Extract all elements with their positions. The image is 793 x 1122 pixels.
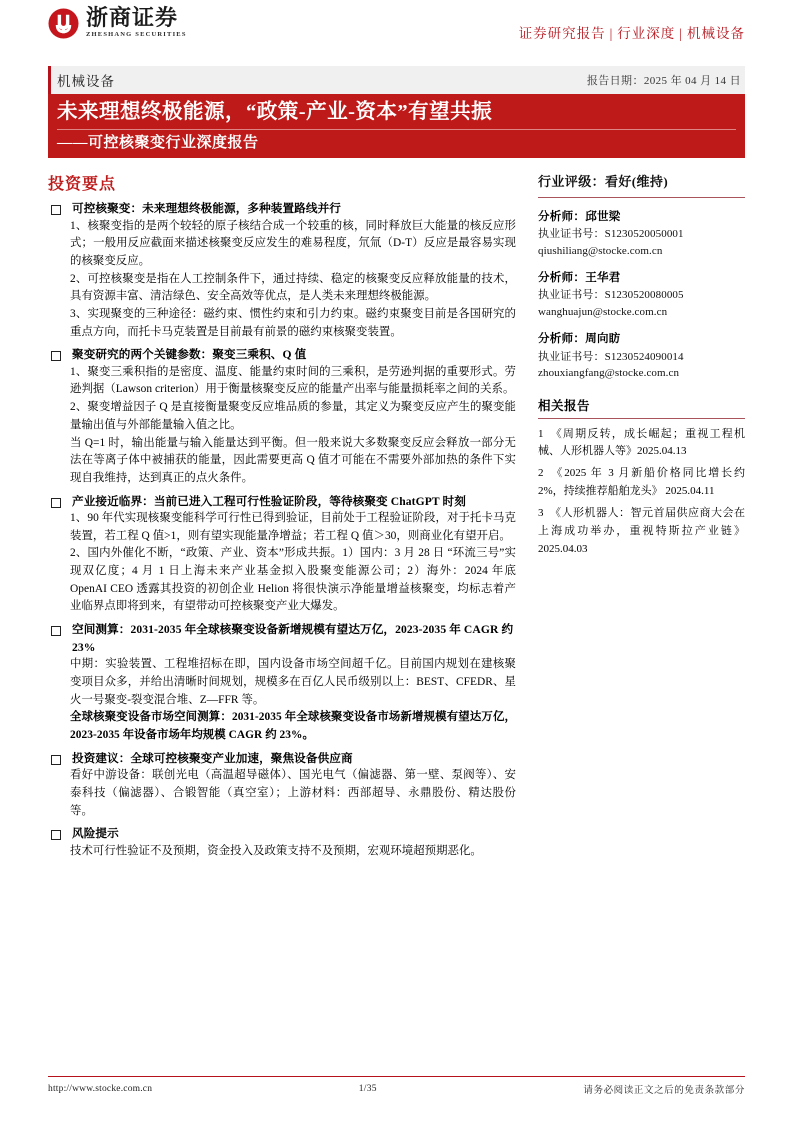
page-number: 1/35 [358, 1084, 377, 1094]
analyst-email[interactable]: zhouxiangfang@stocke.com.cn [538, 367, 680, 380]
analyst-email[interactable]: qiushiliang@stocke.com.cn [538, 244, 663, 257]
footer-url[interactable]: http://www.stocke.com.cn [48, 1084, 153, 1094]
bullet-heading: 投资建议：全球可控核聚变产业加速，聚焦设备供应商 [72, 751, 353, 765]
bullet-paragraph: 中期：实验装置、工程堆招标在即，国内设备市场空间超千亿。目前国内规划在建核聚变项目众多，并给出清晰时间规划，规模多在百亿人民币级别以上：BEST、CFEDR、星火一号聚变-裂变混合堆、Z—FFR 等。 [70, 658, 516, 706]
analyst-name: 分析师：邱世梁 [538, 210, 621, 223]
main-column [48, 171, 516, 862]
rating-divider [538, 197, 745, 198]
header-category: 证券研究报告 [518, 26, 606, 41]
related-report-text: 《人形机器人：智元首届供应商大会在上海成功举办，重视特斯拉产业链》 2025.04.03 [538, 506, 745, 555]
footer-row [48, 1082, 745, 1096]
analyst-card [538, 331, 745, 381]
bullet-heading: 产业接近临界：当前已进入工程可行性验证阶段，等待核聚变 ChatGPT 时刻 [72, 494, 466, 508]
bullet-square-icon [51, 351, 61, 361]
related-report-text: 《周期反转，成长崛起；重视工程机械、人形机器人等》2025.04.13 [538, 427, 745, 458]
bullet-paragraph: 2、聚变增益因子 Q 是直接衡量聚变反应堆品质的参量，其定义为聚变反应产生的聚变能量输出值与外部能量输入值之比。 [70, 401, 516, 431]
bullet-heading: 风险提示 [72, 827, 119, 841]
industry-rating: 行业评级：看好(维持) [538, 173, 669, 189]
related-reports-divider [538, 418, 745, 419]
header-separator-1: | [609, 26, 614, 41]
related-report-index: 3 [538, 506, 544, 519]
bullet-square-icon [51, 498, 61, 508]
header-sector: 机械设备 [687, 26, 745, 41]
related-reports-heading: 相关报告 [538, 398, 591, 413]
page-footer [48, 1076, 745, 1096]
brand-logo [48, 8, 187, 39]
page-title: 未来理想终极能源，“政策-产业-资本”有望共振 [57, 101, 493, 123]
bullet-paragraph: 2、可控核聚变是指在人工控制条件下，通过持续、稳定的核聚变反应释放能量的技术，具有资源丰富、清洁绿色、安全高效等优点，是人类未来理想终极能源。 [70, 272, 516, 303]
header-breadcrumb [519, 8, 745, 42]
bullet-heading-row [48, 346, 516, 364]
brand-name-cn: 浙商证券 [86, 6, 179, 32]
bullet-group [48, 750, 516, 821]
analyst-name: 分析师：周向眆 [538, 333, 621, 346]
zheshang-logo-icon [48, 8, 79, 39]
related-report-item[interactable] [538, 465, 745, 501]
related-report-item[interactable] [538, 426, 745, 462]
bullet-paragraph: 技术可行性验证不及预期，资金投入及政策支持不及预期，宏观环境超预期恶化。 [70, 844, 482, 857]
brand-name-en: ZHESHANG SECURITIES [86, 31, 187, 39]
footer-divider [48, 1076, 745, 1077]
analyst-name: 分析师：王华君 [538, 272, 621, 285]
analyst-cert: 执业证书号：S1230520080005 [538, 289, 684, 302]
bullet-paragraph: 2、国内外催化不断，“政策、产业、资本”形成共振。1）国内：3 月 28 日 “环流三号”实现双亿度；4 月 1 日上海未来产业基金拟入股聚变能源公司；2）海外：2024 年底 OpenAI CEO 透露其投资的初创企业 Helion 将很快演示净能量增益核聚变，均标志着产业临界点即将到来，有望带动可控核聚变产业大爆发。 [70, 547, 516, 613]
sector-bar [48, 66, 745, 94]
bullet-heading-row [48, 621, 516, 656]
bullet-heading: 可控核聚变：未来理想终极能源，多种装置路线并行 [72, 201, 341, 215]
footer-disclaimer: 请务必阅读正文之后的免责条款部分 [583, 1086, 745, 1096]
bullet-paragraph: 1、核聚变指的是两个较轻的原子核结合成一个较重的核，同时释放巨大能量的核反应形式；一般用反应截面来描述核聚变反应发生的难易程度，氘氚（D-T）反应是最容易实现的核聚变反应。 [70, 219, 516, 267]
masthead [48, 0, 745, 64]
related-report-text: 《2025 年 3 月新船价格同比增长约 2%，持续推荐船舶龙头》 2025.04.11 [538, 467, 745, 498]
report-date: 报告日期：2025 年 04 月 14 日 [586, 75, 741, 87]
bullet-paragraph: 3、实现聚变的三种途径：磁约束、惯性约束和引力约束。磁约束聚变目前是各国研究的重点方向，而托卡马克装置是目前最有前景的磁约束核聚变装置。 [70, 307, 516, 338]
bullet-group [48, 621, 516, 745]
bullet-group [48, 346, 516, 487]
title-block [48, 94, 745, 158]
bullet-heading-row [48, 493, 516, 511]
brand-text [86, 8, 187, 39]
bullet-group [48, 493, 516, 617]
bullet-group [48, 200, 516, 341]
bullet-heading-row [48, 200, 516, 218]
related-report-index: 2 [538, 467, 544, 480]
analyst-card [538, 209, 745, 259]
bullet-paragraph: 看好中游设备：联创光电（高温超导磁体）、国光电气（偏滤器、第一壁、泵阀等）、安泰科技（偏滤器）、合锻智能（真空室）；上游材料：西部超导、永鼎股份、精达股份等。 [70, 769, 516, 817]
title-divider [57, 129, 736, 130]
bullet-heading-row [48, 750, 516, 768]
analyst-email[interactable]: wanghuajun@stocke.com.cn [538, 305, 668, 318]
bullet-heading: 聚变研究的两个关键参数：聚变三乘积、Q 值 [72, 348, 307, 362]
related-report-item[interactable] [538, 505, 745, 558]
bullet-square-icon [51, 830, 61, 840]
sector-label: 机械设备 [57, 74, 115, 89]
analyst-cert: 执业证书号：S1230520050001 [538, 228, 684, 241]
page-subtitle: ——可控核聚变行业深度报告 [57, 134, 259, 151]
header-type: 行业深度 [617, 26, 676, 41]
analyst-cert: 执业证书号：S1230524090014 [538, 350, 684, 363]
bullet-paragraph: 全球核聚变设备市场空间测算：2031-2035 年全球核聚变设备市场新增规模有望达万亿，2023-2035 年设备市场年均规模 CAGR 约 23%。 [70, 711, 516, 742]
sidebar-column [516, 171, 745, 862]
bullet-group [48, 825, 516, 860]
bullet-paragraph: 1、90 年代实现核聚变能科学可行性已得到验证，目前处于工程验证阶段，对于托卡马克装置，若工程 Q 值>1，则有望实现能量净增益；若工程 Q 值＞30，则商业化有望开启。 [70, 512, 516, 542]
bullet-square-icon [51, 205, 61, 215]
section-heading-investment-points: 投资要点 [48, 175, 117, 193]
bullet-square-icon [51, 755, 61, 765]
body-area [48, 171, 745, 862]
bullet-paragraph: 当 Q=1 时，输出能量与输入能量达到平衡。但一般来说大多数聚变反应会释放一部分无法在等离子体中被捕获的能量，因此需要更高 Q 值才可能在不需要外部加热的条件下实现自我维持，达到真正的点火条件。 [70, 436, 516, 484]
related-report-index: 1 [538, 427, 544, 440]
analyst-card [538, 270, 745, 320]
bullet-square-icon [51, 626, 61, 636]
bullet-heading: 空间测算：2031-2035 年全球核聚变设备新增规模有望达万亿，2023-2035 年 CAGR 约 23% [72, 623, 514, 654]
header-separator-2: | [679, 26, 683, 41]
bullet-paragraph: 1、聚变三乘积指的是密度、温度、能量约束时间的三乘积，是劳逊判据的重要形式。劳逊判据（Lawson criterion）用于衡量核聚变反应的能量产出率与能量损耗率之间的关系。 [70, 365, 516, 396]
bullet-heading-row [48, 825, 516, 843]
